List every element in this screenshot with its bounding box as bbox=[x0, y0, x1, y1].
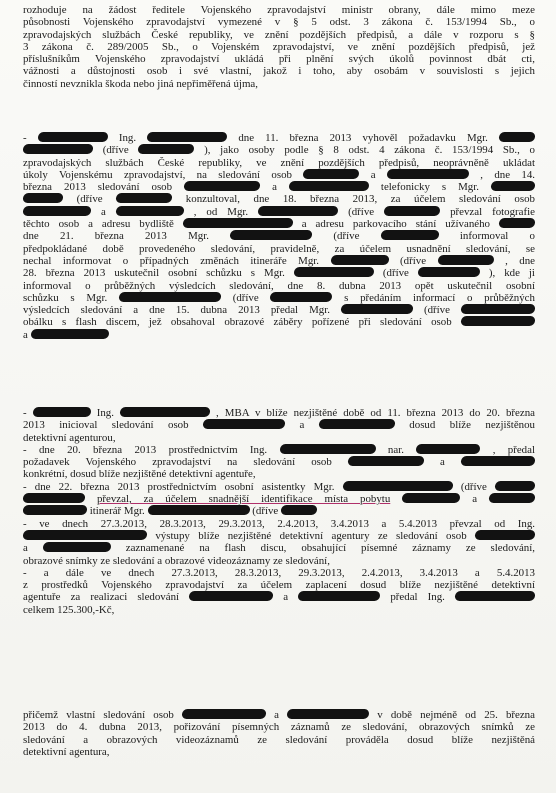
text-span: 28. března 2013 uskutečnil osobní schůzku s Mgr. bbox=[23, 267, 285, 280]
text-span: (dříve bbox=[252, 505, 279, 518]
text-span: informoval o bbox=[459, 230, 535, 243]
redaction bbox=[460, 456, 535, 466]
text-line bbox=[23, 316, 535, 328]
text-line bbox=[23, 419, 535, 431]
redaction bbox=[23, 493, 86, 503]
text-line bbox=[23, 218, 535, 230]
text-line bbox=[23, 206, 535, 218]
text-span: , dne bbox=[505, 254, 535, 267]
text-span: výstupy blíže nezjištěné detektivní agentury ze sledování osob bbox=[155, 529, 467, 542]
text-span: požadavek Vojenského zpravodajství na sledování osob bbox=[23, 456, 332, 469]
text-span: a bbox=[100, 205, 106, 218]
text-line: zpravodajských službách České republiky, ve znění pozdějších předpisů, neoprávněně ukládat bbox=[23, 156, 535, 169]
text-span: (dříve bbox=[102, 144, 129, 157]
text-span: - dne 22. března 2013 prostřednictvím osobní asistentky Mgr. bbox=[23, 480, 335, 493]
redaction bbox=[203, 419, 286, 429]
redaction bbox=[119, 407, 210, 417]
text-line bbox=[23, 481, 535, 493]
text-span: předal Ing. bbox=[390, 591, 445, 604]
text-line: předpokládané době provedeného sledování, pravidelně, za účelem usnadnění sledování, se bbox=[23, 242, 535, 255]
text-span: ), kde ji bbox=[488, 267, 535, 280]
redaction bbox=[116, 193, 173, 203]
redaction bbox=[230, 230, 313, 240]
redaction bbox=[181, 709, 266, 719]
redaction bbox=[303, 169, 360, 179]
text-line bbox=[23, 542, 535, 554]
redaction bbox=[189, 591, 274, 601]
text-span: (dříve bbox=[460, 480, 487, 493]
text-span: a bbox=[23, 328, 28, 341]
text-line bbox=[23, 267, 535, 279]
text-line bbox=[23, 181, 535, 193]
redaction bbox=[417, 267, 480, 277]
text-span: a bbox=[370, 168, 376, 181]
text-line: z prostředků Vojenského zpravodajství za účelem zaplacení dosud blíže nezjištěné detektivní bbox=[23, 579, 535, 592]
text-line bbox=[23, 169, 535, 181]
redaction bbox=[340, 304, 413, 314]
text-line bbox=[23, 193, 535, 205]
dash: - bbox=[23, 132, 27, 144]
dash: - bbox=[23, 407, 27, 419]
redaction bbox=[288, 181, 369, 191]
redaction bbox=[280, 505, 317, 515]
text-span: (dříve bbox=[382, 267, 409, 280]
text-line: - ve dnech 27.3.2013, 28.3.2013, 29.3.2013, 2.4.2013, 3.4.2013 a 5.4.2013 převzal od Ing. bbox=[23, 517, 535, 530]
text-span: agentuře za realizaci sledování bbox=[23, 591, 180, 604]
text-line: rozhoduje na žádost ředitele Vojenského zpravodajství ministr obrany, dále mimo meze bbox=[23, 4, 535, 16]
text-span: (dříve bbox=[76, 193, 103, 206]
redaction bbox=[138, 144, 195, 154]
text-line: zpravodajských službách České republiky, ve znění pozdějších předpisů, a dále v rozporu s § bbox=[23, 28, 535, 41]
paragraph-first-accused bbox=[23, 132, 535, 341]
text-span: a bbox=[274, 709, 279, 721]
text-line: 3 zákona č. 289/2005 Sb., o Vojenském zpravodajství, ve znění pozdějších předpisů, jež bbox=[23, 40, 535, 53]
text-span: převzal fotografie bbox=[450, 205, 535, 218]
text-span: (dříve bbox=[400, 254, 427, 267]
redaction bbox=[342, 481, 453, 491]
redaction bbox=[287, 709, 370, 719]
text-span: , dne 14. bbox=[480, 168, 535, 181]
text-span: úkoly Vojenskému zpravodajství, na sledování osob bbox=[23, 168, 292, 181]
text-line: obrazové snímky ze sledování a obrazové videozáznamy ze sledování, bbox=[23, 554, 330, 567]
redaction bbox=[23, 530, 148, 540]
redaction bbox=[42, 542, 111, 552]
redaction bbox=[147, 505, 250, 515]
text-line bbox=[23, 591, 535, 603]
text-span: ), jako osoby podle § 8 odst. 4 zákona č. 153/1994 Sb., o bbox=[204, 144, 535, 157]
redaction bbox=[270, 292, 333, 302]
text-span: zaznamenané na flash discu, obsahující písemné záznamy ze sledování, bbox=[125, 542, 535, 555]
redaction bbox=[474, 530, 535, 540]
text-span: a adresu parkovacího stání užívaného bbox=[301, 218, 491, 231]
redaction bbox=[384, 206, 441, 216]
redaction bbox=[32, 407, 91, 417]
redaction bbox=[460, 304, 535, 314]
text-span: s předáním informací o průběžných bbox=[344, 291, 535, 304]
text-span: nechal informovat o případných změnách itineráře Mgr. bbox=[23, 254, 320, 267]
redaction bbox=[30, 329, 109, 339]
redaction bbox=[23, 144, 94, 154]
text-span: Ing. bbox=[118, 132, 137, 144]
text-line: detektivní agenturou, bbox=[23, 431, 116, 444]
text-line bbox=[23, 329, 535, 341]
redaction bbox=[380, 230, 439, 240]
text-span: dosud blíže nezjištěnou bbox=[409, 419, 535, 432]
redaction bbox=[454, 591, 535, 601]
text-span: těchto osob a adresu bydliště bbox=[23, 218, 174, 231]
text-span: obálku s flash discem, jež obsahoval obrazové záběry pořízené při sledování osob bbox=[23, 316, 452, 329]
redaction bbox=[23, 505, 88, 515]
redaction bbox=[318, 419, 395, 429]
text-span: v době nejméně od 25. března bbox=[377, 709, 535, 721]
redaction bbox=[258, 206, 339, 216]
text-span: schůzku s Mgr. bbox=[23, 291, 108, 304]
redaction bbox=[23, 206, 92, 216]
redaction bbox=[293, 267, 374, 277]
redaction bbox=[386, 169, 469, 179]
text-span: telefonicky s Mgr. bbox=[380, 181, 479, 194]
text-span: (dříve bbox=[333, 230, 360, 243]
text-line: 2013 do 4. dubna 2013, pořizování písemných záznamů ze sledování, obrazových snímků ze bbox=[23, 721, 535, 734]
text-span: (dříve bbox=[423, 304, 450, 317]
text-line: celkem 125.300,-Kč, bbox=[23, 603, 115, 616]
redaction bbox=[494, 481, 535, 491]
text-span: a bbox=[23, 542, 28, 555]
text-span: dne 21. března 2013 Mgr. bbox=[23, 230, 209, 243]
redaction bbox=[182, 218, 293, 228]
redaction bbox=[279, 444, 376, 454]
text-span: března 2013 sledování osob bbox=[23, 181, 173, 194]
paragraph-conclusion bbox=[23, 709, 535, 758]
text-span: a bbox=[472, 493, 478, 506]
text-line bbox=[23, 255, 535, 267]
text-span: a bbox=[299, 419, 305, 432]
text-span: itinerář Mgr. bbox=[89, 505, 145, 518]
redaction bbox=[330, 255, 389, 265]
text-line: konkrétní, dosud blíže nezjištěné detektivní agentuře, bbox=[23, 468, 256, 481]
text-line: informoval o průběžných výsledcích sledování, dne 8. dubna 2013 opět uskutečnil osobní bbox=[23, 279, 535, 292]
redaction bbox=[37, 132, 108, 142]
redaction bbox=[416, 444, 481, 454]
text-line bbox=[23, 230, 535, 242]
text-line: činností nevznikla škoda nebo jiná nepřiměřená újma, bbox=[23, 77, 258, 90]
redaction bbox=[437, 255, 494, 265]
text-line bbox=[23, 132, 535, 144]
redaction bbox=[460, 316, 535, 326]
text-line: sledování a obrazových videozáznamů ze sledování prováděla dosud blíže nezjištěná bbox=[23, 733, 535, 746]
redaction bbox=[147, 132, 228, 142]
text-line bbox=[23, 144, 535, 156]
redaction bbox=[488, 493, 535, 503]
text-span: a bbox=[283, 591, 289, 604]
redaction bbox=[490, 181, 535, 191]
redaction bbox=[23, 193, 64, 203]
redaction bbox=[402, 493, 461, 503]
paragraph-intro bbox=[23, 4, 535, 90]
text-span: a bbox=[440, 456, 445, 469]
text-span: a bbox=[272, 181, 277, 194]
text-span: (dříve bbox=[348, 205, 375, 218]
text-span: převzal, za účelem snadnější identifikace místa pobytu bbox=[96, 493, 391, 506]
text-line bbox=[23, 456, 535, 468]
text-span: , předal bbox=[492, 443, 535, 456]
redaction bbox=[498, 218, 535, 228]
text-span: konzultoval, dne 18. března 2013, za účelem sledování osob bbox=[185, 193, 535, 206]
text-line: vážnosti a důstojnosti osob i své vlastní, jakož i toho, aby osobám v souvislosti s jejich bbox=[23, 65, 535, 78]
text-line bbox=[23, 530, 535, 542]
text-span: dne 11. března 2013 vyhověl požadavku Mgr. bbox=[238, 132, 488, 144]
text-line bbox=[23, 505, 535, 517]
redaction bbox=[498, 132, 535, 142]
redaction bbox=[115, 206, 184, 216]
text-line bbox=[23, 709, 535, 721]
text-span: výsledcích sledování a dne 15. dubna 2013 předal Mgr. bbox=[23, 304, 330, 317]
text-line: detektivní agentura, bbox=[23, 745, 110, 758]
text-line bbox=[23, 407, 535, 419]
text-span: přičemž vlastní sledování osob bbox=[23, 709, 174, 721]
paragraph-second-accused bbox=[23, 407, 535, 616]
text-span: nar. bbox=[387, 443, 404, 456]
text-line: příslušníkům Vojenského zpravodajství ukládá při plnění svých úkolů povinnost dbát cti, bbox=[23, 53, 535, 66]
text-span: , MBA v blíže nezjištěné době od 11. března 2013 do 20. března bbox=[216, 407, 535, 419]
text-span: 2013 inicioval sledování osob bbox=[23, 419, 189, 432]
text-span: - dne 20. března 2013 prostřednictvím Ing. bbox=[23, 443, 268, 456]
redaction bbox=[184, 181, 261, 191]
text-span: Ing. bbox=[96, 407, 114, 419]
text-line bbox=[23, 444, 535, 456]
redaction bbox=[118, 292, 221, 302]
text-line: - a dále ve dnech 27.3.2013, 28.3.2013, 29.3.2013, 2.4.2013, 3.4.2013 a 5.4.2013 bbox=[23, 566, 535, 579]
text-span: , od Mgr. bbox=[193, 205, 249, 218]
text-line: působnosti Vojenského zpravodajství vymezené v § 5 odst. 3 zákona č. 153/1994 Sb., o bbox=[23, 16, 535, 29]
text-line bbox=[23, 292, 535, 304]
redaction bbox=[298, 591, 381, 601]
redaction bbox=[347, 456, 424, 466]
text-span: (dříve bbox=[232, 291, 259, 304]
text-line bbox=[23, 304, 535, 316]
text-line bbox=[23, 493, 535, 505]
